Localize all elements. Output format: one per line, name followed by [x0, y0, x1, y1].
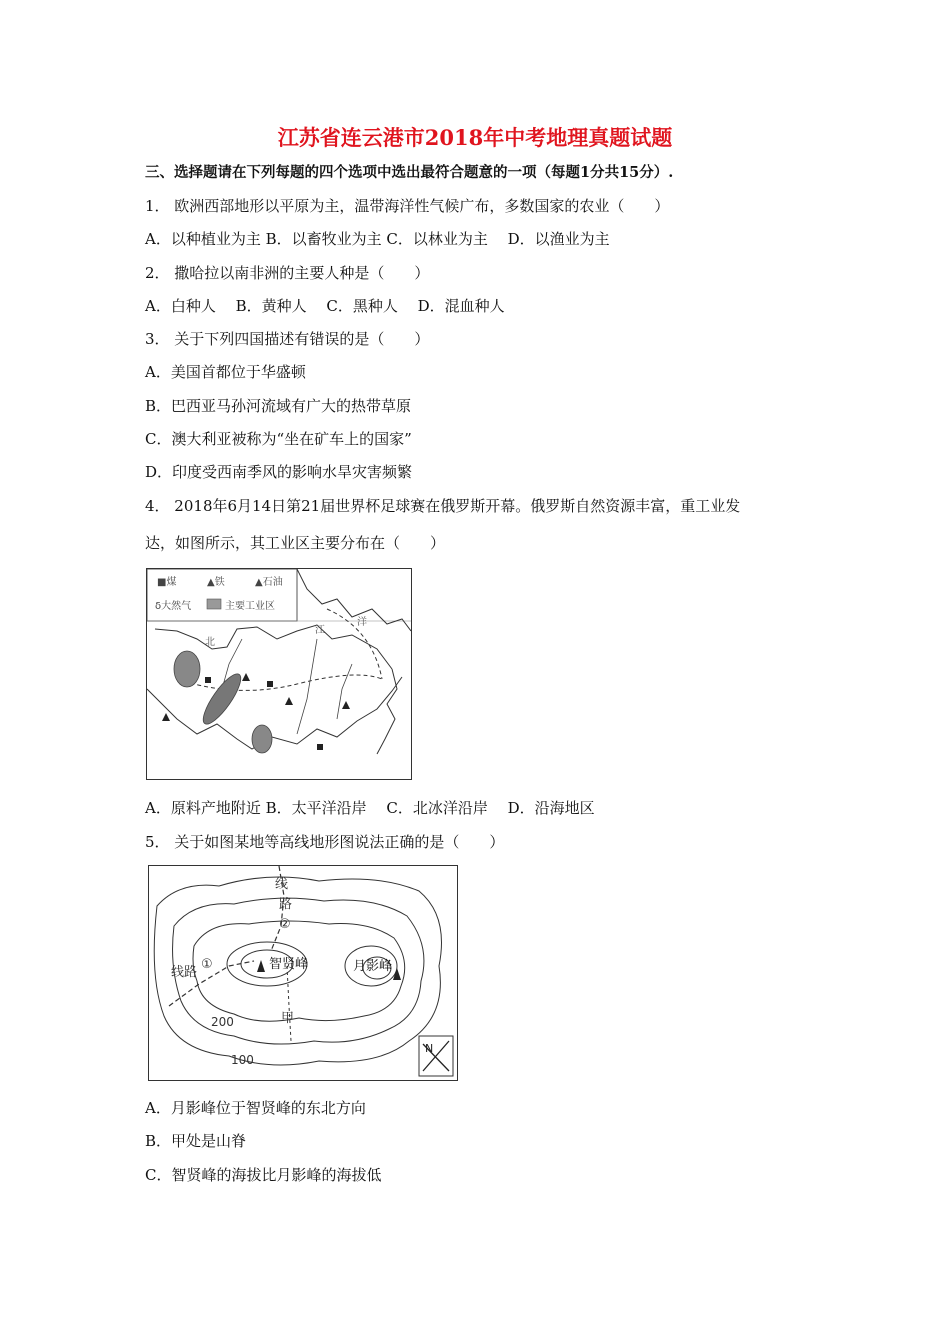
road-label-top-2: 路 — [279, 897, 293, 912]
question-1-options: A．以种植业为主 B．以畜牧业为主 C．以林业为主 D．以渔业为主 — [145, 230, 610, 248]
oil-icon — [242, 673, 250, 681]
contour-label-200: 200 — [211, 1015, 234, 1029]
legend-coal: ■煤 — [157, 577, 177, 588]
russia-industry-map — [146, 568, 412, 780]
map-label-north: 北 — [205, 637, 215, 648]
question-3-option-c: C．澳大利亚被称为“坐在矿车上的国家” — [145, 430, 412, 448]
question-3-option-d: D．印度受西南季风的影响水旱灾害频繁 — [145, 463, 413, 481]
point-jia-label: 甲 — [281, 1011, 295, 1026]
legend-gas: δ大然气 — [155, 601, 192, 612]
coal-icon — [317, 744, 323, 750]
industry-area-moscow — [174, 651, 200, 687]
question-5-stem: 5． 关于如图某地等高线地形图说法正确的是（ ） — [145, 833, 505, 851]
question-5-option-c: C．智贤峰的海拔比月影峰的海拔低 — [145, 1166, 382, 1184]
contour-label-100: 100 — [231, 1053, 254, 1067]
question-5-option-a: A．月影峰位于智贤峰的东北方向 — [145, 1099, 366, 1117]
oil-icon — [285, 697, 293, 705]
coal-icon — [267, 681, 273, 687]
question-2-options: A．白种人 B．黄种人 C．黑种人 D．混血种人 — [145, 297, 505, 315]
question-3-option-b: B．巴西亚马孙河流域有广大的热带草原 — [145, 397, 412, 415]
question-3-stem: 3． 关于下列四国描述有错误的是（ ） — [145, 330, 430, 348]
road-label-top-1: 线 — [275, 877, 289, 892]
point-1-label: ① — [201, 957, 213, 972]
iron-icon — [162, 713, 170, 721]
page-title: 江苏省连云港市2018年中考地理真题试题 — [277, 125, 673, 150]
map-label-ocean: 洋 — [357, 617, 367, 628]
peak-icon — [393, 968, 401, 980]
north-label: N — [425, 1042, 434, 1055]
question-4-options: A．原料产地附近 B．太平洋沿岸 C．北冰洋沿岸 D．沿海地区 — [145, 799, 595, 817]
question-4-stem-line-1: 4． 2018年6月14日第21届世界杯足球赛在俄罗斯开幕。俄罗斯自然资源丰富，重工业发 — [145, 497, 741, 515]
question-1-stem: 1． 欧洲西部地形以平原为主，温带海洋性气候广布，多数国家的农业（ ） — [145, 197, 670, 215]
legend-oil: ▲石油 — [255, 577, 283, 588]
question-3-option-a: A．美国首都位于华盛顿 — [145, 363, 306, 381]
question-5-option-b: B．甲处是山脊 — [145, 1132, 247, 1150]
contour-map — [148, 865, 458, 1081]
question-4-stem-line-2: 达，如图所示，其工业区主要分布在（ ） — [145, 534, 446, 552]
point-2-label: ② — [279, 917, 291, 932]
industry-area-siberia — [252, 725, 272, 753]
peak-label-yueying: 月影峰 — [353, 959, 393, 974]
map-label-river: 江 — [315, 625, 325, 636]
question-2-stem: 2． 撒哈拉以南非洲的主要人种是（ ） — [145, 264, 430, 282]
legend-industry: 主要工业区 — [225, 601, 275, 612]
section-header: 三、选择题请在下列每题的四个选项中选出最符合题意的一项（每题1分共15分）. — [145, 164, 674, 181]
peak-icon — [257, 960, 265, 972]
industry-area-ural — [197, 669, 246, 728]
coal-icon — [205, 677, 211, 683]
road-label-left: 线路 — [171, 965, 198, 980]
legend-industry-swatch — [207, 599, 221, 609]
peak-label-zhixian: 智贤峰 — [269, 957, 309, 972]
legend-iron: ▲铁 — [207, 577, 225, 588]
oil-icon — [342, 701, 350, 709]
